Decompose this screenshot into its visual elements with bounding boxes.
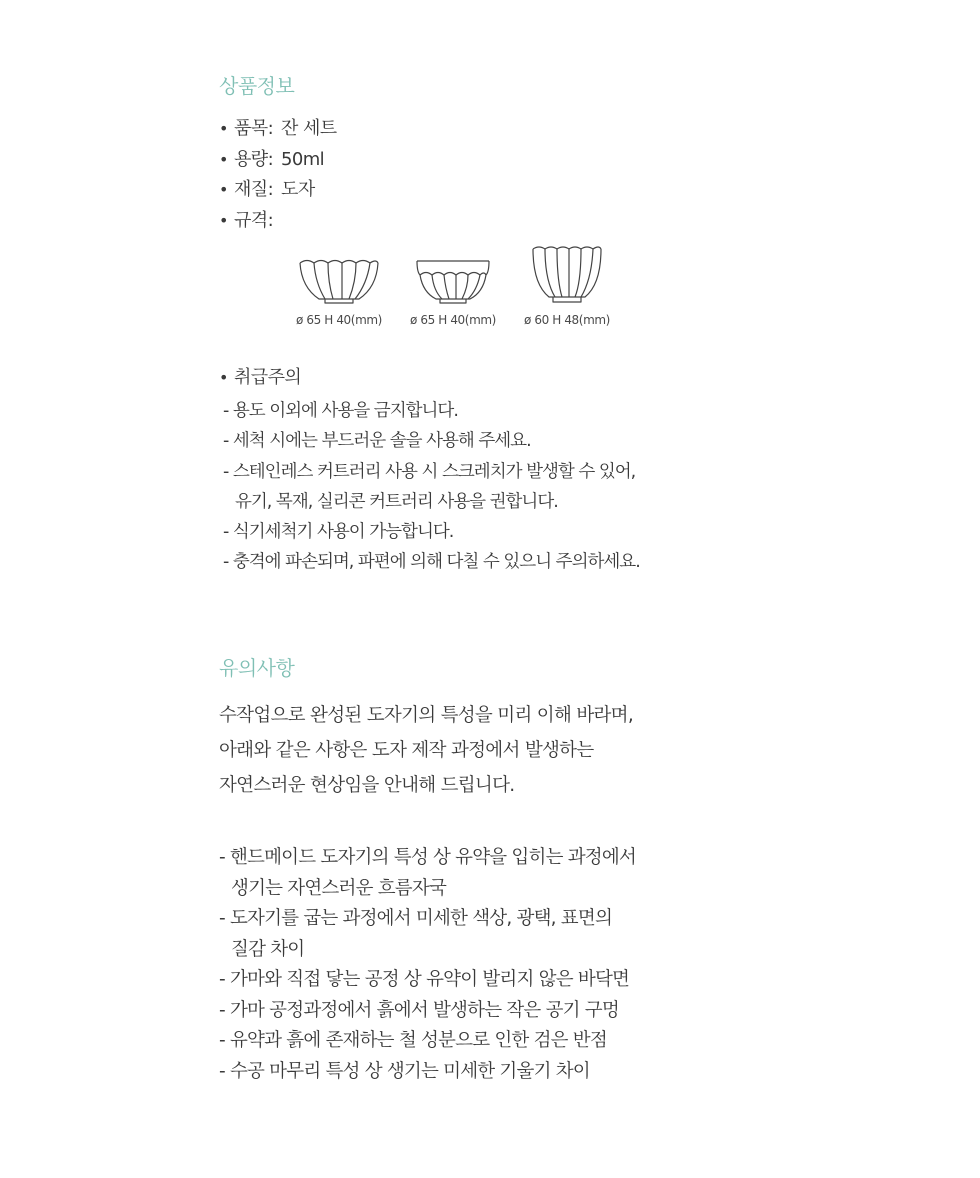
notice-list xyxy=(219,843,636,1087)
product-info-title: 상품정보 xyxy=(219,74,295,98)
scalloped-cup-icon xyxy=(414,243,492,305)
cup-size-diagrams xyxy=(289,243,609,333)
spec-label: 용량: xyxy=(234,148,274,170)
bullet: • xyxy=(219,368,228,387)
spec-label: 규격: xyxy=(234,209,274,231)
notice-item: - 가마와 직접 닿는 공정 상 유약이 발리지 않은 바닥면 xyxy=(219,969,630,990)
spec-item-size xyxy=(219,206,337,237)
scalloped-cup-icon xyxy=(297,243,381,305)
cup-diagram xyxy=(403,243,503,327)
spec-label: 재질: xyxy=(234,179,274,200)
care-heading-text: 취급주의 xyxy=(234,367,302,388)
notice-item: - 가마 공정과정에서 흙에서 발생하는 작은 공기 구멍 xyxy=(219,999,619,1021)
care-heading xyxy=(219,363,301,393)
spec-value: 50ml xyxy=(281,148,325,170)
spec-item-capacity xyxy=(219,145,337,176)
cup-diagram xyxy=(289,243,389,327)
cup-size-caption: ø 65 H 40(mm) xyxy=(296,313,382,327)
spec-item-type xyxy=(219,114,337,145)
care-item: - 스테인레스 커트러리 사용 시 스크레치가 발생할 수 있어, 유기, 목재, 실리콘 커트러리 사용을 권합니다. xyxy=(223,461,636,512)
notice-intro: 수작업으로 완성된 도자기의 특성을 미리 이해 바라며, 아래와 같은 사항은 도자 제작 과정에서 발생하는 자연스러운 현상임을 안내해 드립니다. xyxy=(219,705,634,796)
cup-size-caption: ø 65 H 40(mm) xyxy=(410,313,496,327)
cup-diagram xyxy=(517,243,617,327)
spec-item-material xyxy=(219,175,337,206)
spec-value: 잔 세트 xyxy=(281,118,337,139)
bullet: • xyxy=(219,210,228,230)
care-item: - 세척 시에는 부드러운 솔을 사용해 주세요. xyxy=(223,431,531,452)
care-list xyxy=(223,396,640,578)
notice-item: - 핸드메이드 도자기의 특성 상 유약을 입히는 과정에서 생기는 자연스러운 흐름자국 xyxy=(219,847,637,899)
care-item: - 식기세척기 사용이 가능합니다. xyxy=(223,522,454,543)
care-item: - 용도 이외에 사용을 금지합니다. xyxy=(223,401,458,421)
bullet: • xyxy=(219,180,228,199)
cup-size-caption: ø 60 H 48(mm) xyxy=(524,313,610,327)
notice-item: - 도자기를 굽는 과정에서 미세한 색상, 광택, 표면의 질감 차이 xyxy=(219,908,613,960)
bullet: • xyxy=(219,119,228,138)
bullet: • xyxy=(219,149,228,169)
spec-value: 도자 xyxy=(281,179,315,200)
notice-item: - 유약과 흙에 존재하는 철 성분으로 인한 검은 반점 xyxy=(219,1030,607,1051)
care-item: - 충격에 파손되며, 파편에 의해 다칠 수 있으니 주의하세요. xyxy=(223,552,640,573)
spec-label: 품목: xyxy=(234,118,274,139)
fluted-cup-icon xyxy=(529,243,605,305)
notice-title: 유의사항 xyxy=(219,656,295,680)
spec-list xyxy=(219,114,337,236)
notice-item: - 수공 마무리 특성 상 생기는 미세한 기울기 차이 xyxy=(219,1060,590,1082)
